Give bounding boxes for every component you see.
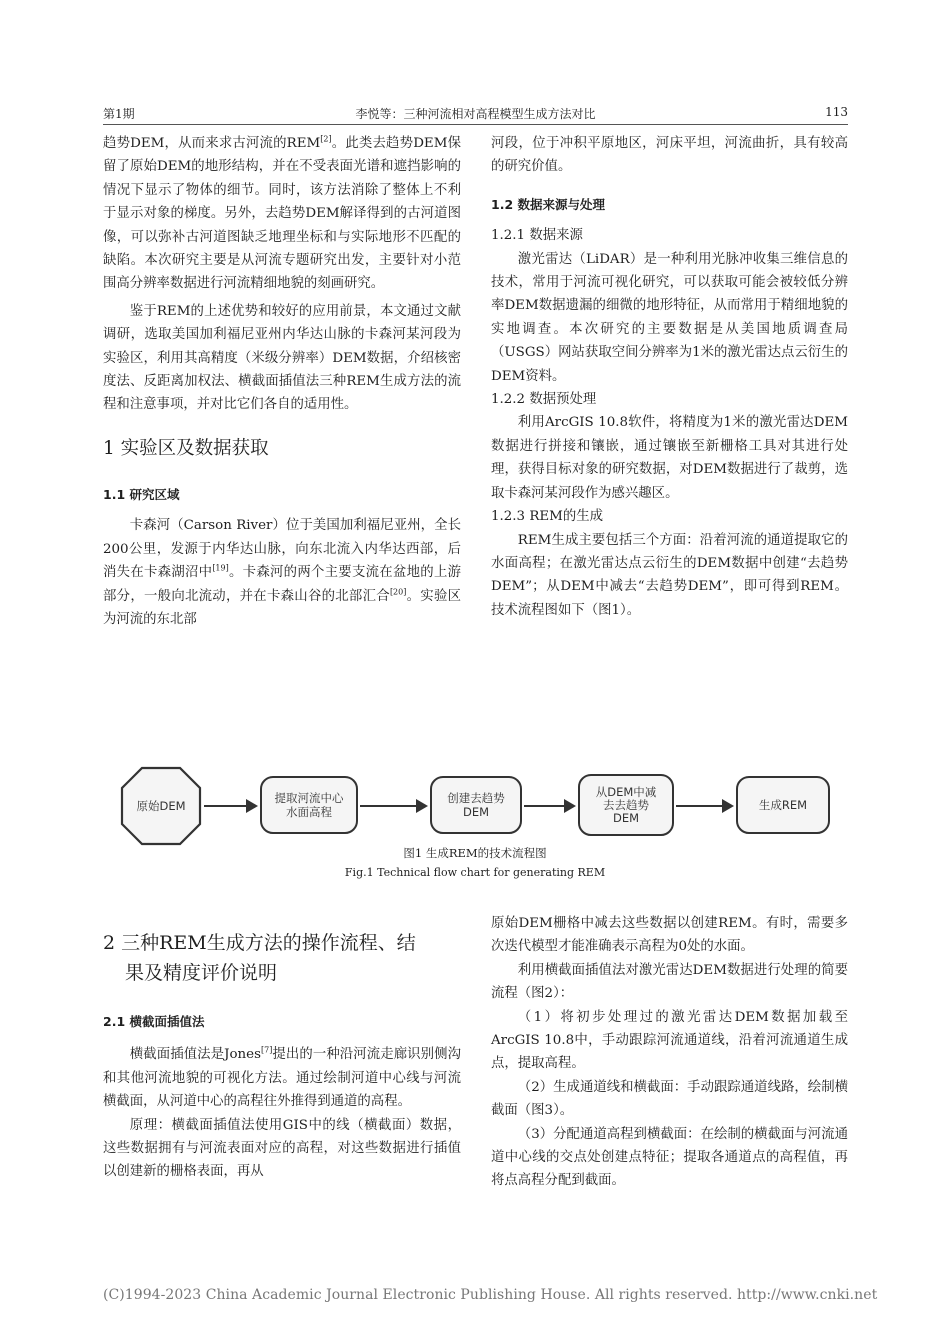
section-1-2-heading: 1.2 数据来源与处理 xyxy=(491,196,605,212)
paragraph: 卡森河（Carson River）位于美国加利福尼亚州，全长200公里，发源于内华达山脉，向东北流入内华达西部，后消失在卡森湖沼中[19]。卡森河的两个主要支流在盆地的上游部分，一般向北流动，并在卡森山谷的北部汇合[20]。实验区为河流的东北部 xyxy=(103,518,462,627)
flow-node-extract-elevation: 提取河流中心 水面高程 xyxy=(260,776,358,834)
section-1-2-1-heading: 1.2.1 数据来源 xyxy=(491,228,583,244)
flow-arrow xyxy=(360,805,426,807)
left-column-top xyxy=(103,132,461,631)
paragraph: 激光雷达（LiDAR）是一种利用光脉冲收集三维信息的技术，常用于河流可视化研究，可以获取可能会被较低分辨率DEM数据遗漏的细微的地形特征，从而常用于精细地貌的实地调查。本次研究的主要数据是从美国地质调查局（USGS）网站获取空间分辨率为1米的激光雷达点云衍生的DEM资料。 xyxy=(491,251,848,384)
flow-node-generate-rem: 生成REM xyxy=(736,776,830,834)
paragraph: 鉴于REM的上述优势和较好的应用前景，本文通过文献调研，选取美国加利福尼亚州内华达山脉的卡森河某河段为实验区，利用其高精度（米级分辨率）DEM数据，介绍核密度法、反距离加权法、横截面插值法三种REM生成方法的流程和注意事项，并对比它们各自的适用性。 xyxy=(103,303,461,413)
flow-node-original-dem: 原始DEM xyxy=(136,799,186,813)
flow-arrow xyxy=(524,805,574,807)
flow-node-create-detrended-dem: 创建去趋势 DEM xyxy=(430,776,522,834)
paragraph: （2）生成通道线和横截面：手动跟踪通道线路，绘制横截面（图3）。 xyxy=(491,1079,848,1119)
page-number: 113 xyxy=(825,105,848,119)
flow-arrow xyxy=(204,805,256,807)
paragraph: （3）分配通道高程到横截面：在绘制的横截面与河流通道中心线的交点处创建点特征；提取各通道点的高程值，再将点高程分配到截面。 xyxy=(491,1126,848,1189)
section-1-2-3-heading: 1.2.3 REM的生成 xyxy=(491,509,604,525)
paragraph: 横截面插值法是Jones[7]提出的一种沿河流走廊识别侧沟和其他河流地貌的可视化方法。通过绘制河道中心线与河流横截面，从河道中心的高程往外推得到通道的高程。 xyxy=(103,1045,461,1110)
flow-arrow xyxy=(676,805,732,807)
running-header xyxy=(103,101,848,125)
section-2-heading: 2 三种REM生成方法的操作流程、结 果及精度评价说明 xyxy=(103,932,416,984)
paragraph: 趋势DEM，从而来求古河流的REM[2]。此类去趋势DEM保留了原始DEM的地形结构，并在不受表面光谱和遮挡影响的情况下显示了物体的细节。同时，该方法消除了整体上不利于显示对象的梯度。另外，去趋势DEM解译得到的古河道图像，可以弥补古河道图缺乏地理坐标和与实际地形不匹配的缺陷。本次研究主要是从河流专题研究出发，主要针对小范围高分辨率数据进行河流精细地貌的刻画研究。 xyxy=(103,134,461,292)
section-1-1-heading: 1.1 研究区域 xyxy=(103,486,180,502)
citation: [20] xyxy=(389,587,407,597)
citation: [19] xyxy=(212,563,229,573)
flowchart xyxy=(110,764,840,848)
figure-caption-cn: 图1 生成REM的技术流程图 xyxy=(403,846,547,860)
copyright-footer: (C)1994-2023 China Academic Journal Electronic Publishing House. All rights reserved. http://www.cnki.net xyxy=(103,1287,878,1303)
issue-label: 第1期 xyxy=(103,107,135,121)
right-column-bottom xyxy=(491,912,848,1193)
paragraph: 原理：横截面插值法使用GIS中的线（横截面）数据，这些数据拥有与河流表面对应的高程，对这些数据进行插值以创建新的栅格表面，再从 xyxy=(103,1117,461,1180)
citation: [7] xyxy=(260,1045,273,1055)
figure-caption-en: Fig.1 Technical flow chart for generating REM xyxy=(344,866,606,879)
left-column-bottom xyxy=(103,928,461,1184)
section-2-1-heading: 2.1 横截面插值法 xyxy=(103,1014,205,1029)
flow-node-subtract-dem: 从DEM中减 去去趋势 DEM xyxy=(578,774,674,836)
running-title: 李悦等：三种河流相对高程模型生成方法对比 xyxy=(355,107,596,121)
paragraph: 河段，位于冲积平原地区，河床平坦，河流曲折，具有较高的研究价值。 xyxy=(491,136,848,175)
citation: [2] xyxy=(320,134,332,144)
paragraph: （1）将初步处理过的激光雷达DEM数据加载至ArcGIS 10.8中，手动跟踪河流通道线，沿着河流通道生成点，提取高程。 xyxy=(491,1009,848,1072)
section-1-2-2-heading: 1.2.2 数据预处理 xyxy=(491,392,597,408)
paragraph: 利用横截面插值法对激光雷达DEM数据进行处理的简要流程（图2）： xyxy=(491,962,848,1002)
right-column-top xyxy=(491,132,848,622)
section-1-heading: 1 实验区及数据获取 xyxy=(103,437,269,459)
paragraph: 原始DEM栅格中减去这些数据以创建REM。有时，需要多次迭代模型才能准确表示高程为0处的水面。 xyxy=(491,916,848,955)
paragraph: 利用ArcGIS 10.8软件，将精度为1米的激光雷达DEM数据进行拼接和镶嵌，通过镶嵌至新栅格工具对其进行处理，获得目标对象的研究数据，对DEM数据进行了裁剪，选取卡森河某河段作为感兴趣区。 xyxy=(491,415,848,501)
paragraph: REM生成主要包括三个方面：沿着河流的通道提取它的水面高程；在激光雷达点云衍生的DEM数据中创建“去趋势DEM”；从DEM中减去“去趋势DEM”，即可得到REM。技术流程图如下（图1）。 xyxy=(491,532,848,618)
